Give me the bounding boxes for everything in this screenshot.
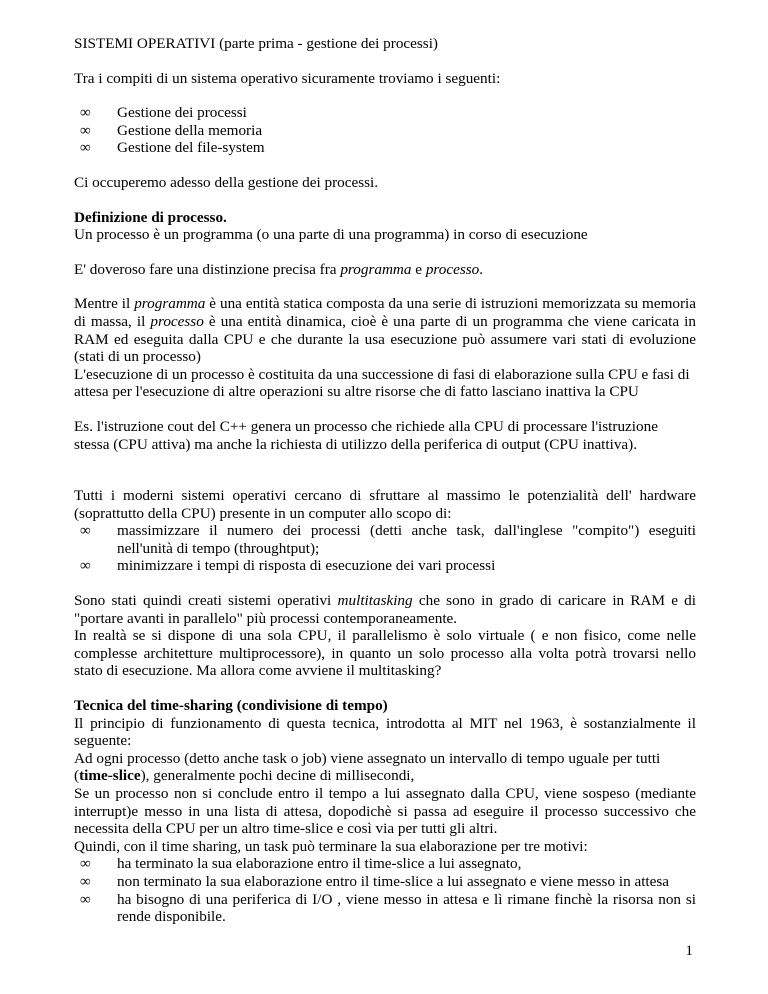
distinction-text: E' doveroso fare una distinzione precisa fra programma e processo. <box>74 260 484 278</box>
document-title: SISTEMI OPERATIVI (parte prima - gestione dei processi) <box>74 35 438 52</box>
execution-paragraph: L'esecuzione di un processo è costituita da una successione di fasi di elaborazione sulla CPU e fasi di attesa per l'esecuzione di altre operazioni su altre risorse che di fatto lasciano inattiva la CPU <box>74 365 690 401</box>
list-item: ∞ Gestione della memoria <box>80 121 263 139</box>
infinity-bullet-icon: ∞ <box>80 139 91 157</box>
infinity-bullet-icon: ∞ <box>80 557 91 575</box>
document-body <box>74 35 696 926</box>
list-item: ∞ massimizzare il numero dei processi (detti anche task, dall'inglese "compito") eseguiti nell'unità di tempo (throughtput); <box>80 522 696 557</box>
timesharing-paragraph-4: Quindi, con il time sharing, un task può terminare la sua elaborazione per tre motivi: <box>74 837 588 855</box>
timesharing-paragraph-1: Il principio di funzionamento di questa tecnica, introdotta al MIT nel 1963, è sostanzialmente il seguente: <box>74 714 696 750</box>
reality-paragraph: In realtà se si dispone di una sola CPU, il parallelismo è solo virtuale ( e non fisico, come nelle complesse architetture multiprocessore), in quanto un solo processo alla volta potrà trovarsi nello stato di esecuzione. Ma allora come avviene il multitasking? <box>74 627 696 680</box>
timesharing-heading: Tecnica del time-sharing (condivisione di tempo) <box>74 697 388 715</box>
infinity-bullet-icon: ∞ <box>80 522 91 540</box>
list-item: ∞ minimizzare i tempi di risposta di esecuzione dei vari processi <box>80 557 496 575</box>
list-item: ∞ Gestione del file-system <box>80 139 265 157</box>
definition-text: Un processo è un programma (o una parte di una programma) in corso di esecuzione <box>74 226 588 244</box>
infinity-bullet-icon: ∞ <box>80 872 91 890</box>
focus-text: Ci occuperemo adesso della gestione dei processi. <box>74 173 379 191</box>
timesharing-paragraph-2: Ad ogni processo (detto anche task o job) viene assegnato un intervallo di tempo uguale per tutti (time-slice), generalmente pochi decine di millisecondi, <box>74 749 661 785</box>
infinity-bullet-icon: ∞ <box>80 121 91 139</box>
infinity-bullet-icon: ∞ <box>80 890 91 908</box>
page-number: 1 <box>685 942 693 959</box>
modern-os-paragraph: Tutti i moderni sistemi operativi cercano di sfruttare al massimo le potenzialità dell' hardware (soprattutto della CPU) presente in un computer allo scopo di: <box>74 487 696 522</box>
list-item: ∞ non terminato la sua elaborazione entro il time-slice a lui assegnato e viene messo in attesa <box>80 872 670 890</box>
definition-heading: Definizione di processo. <box>74 208 227 226</box>
list-item: ∞ ha bisogno di una periferica di I/O , viene messo in attesa e lì rimane finchè la risorsa non si rende disponibile. <box>80 890 696 926</box>
list-item: ∞ Gestione dei processi <box>80 104 247 122</box>
infinity-bullet-icon: ∞ <box>80 855 91 873</box>
goals-list <box>74 522 696 575</box>
timesharing-paragraph-3: Se un processo non si conclude entro il tempo a lui assegnato dalla CPU, viene sospeso (mediante interrupt)e messo in una lista di attesa, dopodichè si passa ad eseguire il processo successivo che necessita della CPU per un altro time-slice e così via per tutti gli altri. <box>74 785 696 838</box>
reasons-list <box>74 855 696 925</box>
program-vs-process-paragraph: Mentre il programma è una entità statica composta da una serie di istruzioni memorizzata su memoria di massa, il processo è una entità dinamica, cioè è una parte di un programma che viene caricata in RAM ed eseguita dalla CPU e che durante la usa esecuzione può assumere vari stati di evoluzione (stati di un processo) <box>74 295 697 366</box>
infinity-bullet-icon: ∞ <box>80 104 91 122</box>
intro-text: Tra i compiti di un sistema operativo sicuramente troviamo i seguenti: <box>74 69 501 87</box>
os-tasks-list <box>74 104 696 157</box>
multitasking-paragraph: Sono stati quindi creati sistemi operativi multitasking che sono in grado di caricare in RAM e di "portare avanti in parallelo" più processi contemporaneamente. <box>74 592 697 627</box>
example-paragraph: Es. l'istruzione cout del C++ genera un processo che richiede alla CPU di processare l'istruzione stessa (CPU attiva) ma anche la richiesta di utilizzo della periferica di output (CPU inattiva). <box>74 417 658 453</box>
list-item: ∞ ha terminato la sua elaborazione entro il time-slice a lui assegnato, <box>80 855 522 873</box>
